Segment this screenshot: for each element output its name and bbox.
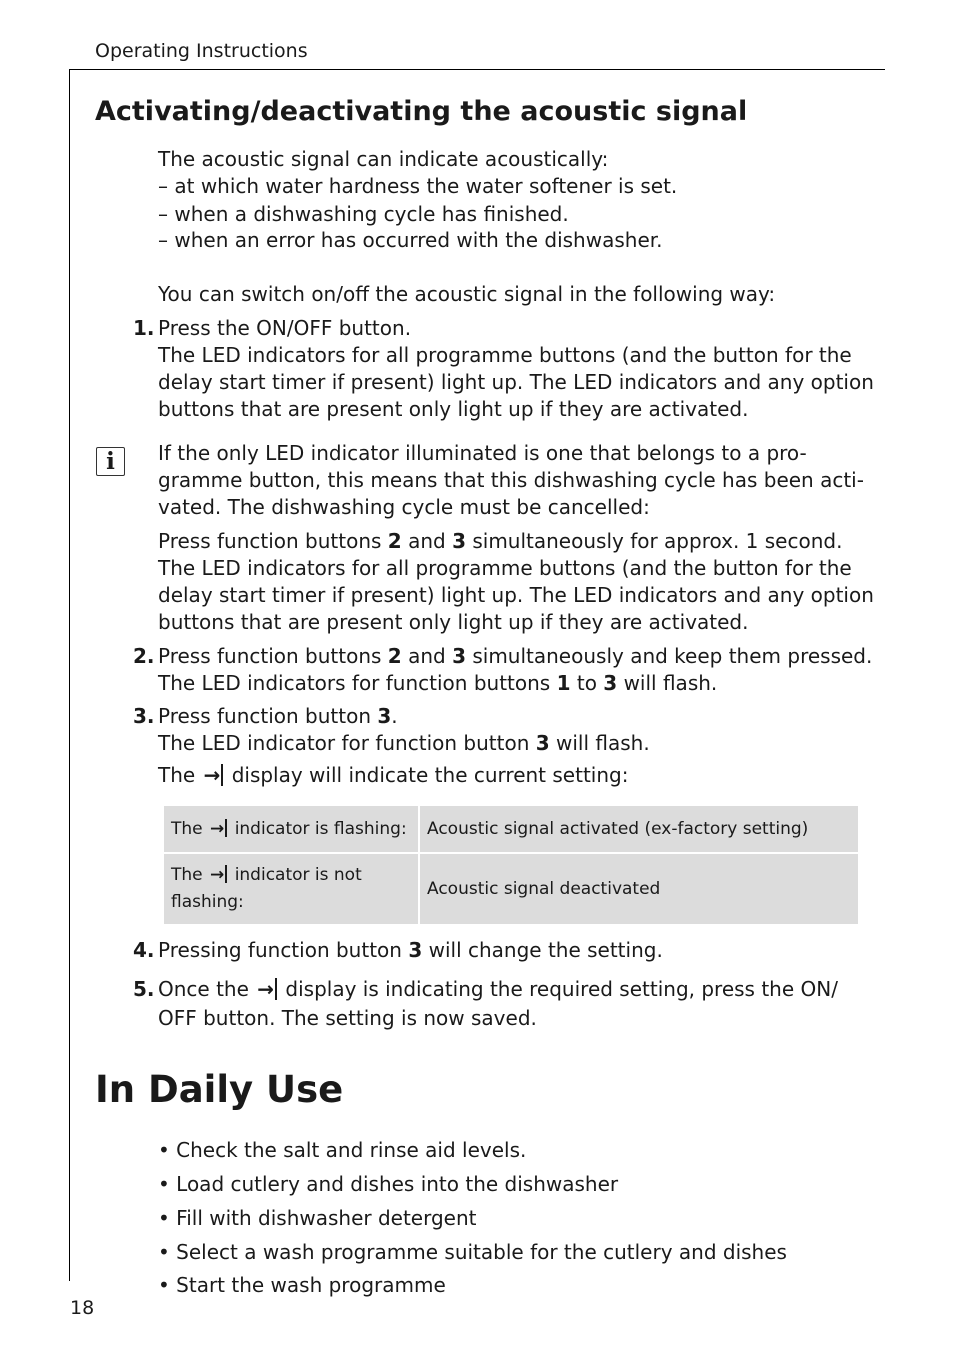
text: indicator is flashing: (234, 818, 407, 839)
text: Once the (158, 977, 249, 1001)
text: indicator is not (234, 865, 362, 885)
table-cell-indicator (164, 806, 418, 852)
info-line: If the only LED indicator illuminated is one that belongs to a pro- (158, 441, 807, 465)
text: Press function buttons (158, 529, 388, 553)
text: will flash. (549, 731, 650, 755)
step3-line (158, 730, 650, 757)
button-number: 3 (408, 938, 423, 962)
step-number: 3. (133, 704, 155, 728)
button-number: 3 (535, 731, 550, 755)
page-number: 18 (70, 1297, 95, 1319)
info-line: gramme button, this means that this dishwashing cycle has been acti- (158, 468, 864, 492)
daily-use-title: In Daily Use (95, 1068, 344, 1111)
info-line: delay start timer if present) light up. The LED indicators and any option (158, 583, 874, 607)
text: and (401, 529, 453, 553)
margin-rule (69, 69, 70, 1281)
arrow-glyph: → (203, 763, 221, 787)
arrow-to-bar-icon (204, 762, 224, 789)
bullet-item: • Fill with dishwasher detergent (158, 1206, 477, 1230)
arrow-to-bar-icon (210, 862, 227, 889)
step2-line (158, 670, 717, 697)
switch-intro: You can switch on/off the acoustic signal in the following way: (158, 282, 776, 306)
text: The (171, 818, 203, 839)
step5-line (158, 976, 838, 1003)
step-number: 5. (133, 977, 155, 1001)
arrow-to-bar-icon (257, 976, 277, 1003)
info-icon: i (96, 447, 125, 476)
bullet-item: • Select a wash programme suitable for the cutlery and dishes (158, 1240, 787, 1264)
text: Press function buttons (158, 644, 388, 668)
header-rule (69, 69, 885, 70)
arrow-glyph: → (210, 865, 225, 885)
arrow-glyph: → (210, 818, 225, 839)
text: to (570, 671, 604, 695)
intro-line: The acoustic signal can indicate acoustically: (158, 147, 609, 171)
text: . (391, 704, 398, 728)
step-number: 1. (133, 316, 155, 340)
step4-line (158, 937, 663, 964)
button-number: 1 (556, 671, 571, 695)
intro-line: – at which water hardness the water softener is set. (158, 174, 678, 198)
step3-line (158, 762, 628, 789)
bullet-item: • Check the salt and rinse aid levels. (158, 1138, 527, 1162)
info-press-line (158, 528, 842, 555)
text: and (401, 644, 453, 668)
step-number: 4. (133, 938, 155, 962)
text: will change the setting. (422, 938, 663, 962)
step-number: 2. (133, 644, 155, 668)
text: display will indicate the current setting: (231, 763, 629, 787)
table-cell-value: Acoustic signal activated (ex-factory setting) (420, 806, 858, 852)
text: The LED indicator for function button (158, 731, 536, 755)
text: simultaneously and keep them pressed. (465, 644, 873, 668)
step1-line: Press the ON/OFF button. (158, 316, 412, 340)
step1-line: The LED indicators for all programme buttons (and the button for the (158, 343, 852, 367)
text: simultaneously for approx. 1 second. (465, 529, 843, 553)
setting-table (164, 806, 858, 926)
info-line: The LED indicators for all programme buttons (and the button for the (158, 556, 852, 580)
text: will flash. (617, 671, 718, 695)
arrow-bar (275, 978, 277, 1000)
table-cell-indicator (164, 854, 418, 924)
text: The (158, 763, 196, 787)
arrow-bar (225, 865, 227, 883)
arrow-glyph: → (257, 977, 275, 1001)
bullet-item: • Load cutlery and dishes into the dishwasher (158, 1172, 619, 1196)
text: Press function button (158, 704, 378, 728)
button-number: 3 (377, 704, 392, 728)
step1-line: buttons that are present only light up if they are activated. (158, 397, 749, 421)
button-number: 3 (452, 644, 466, 668)
button-number: 3 (452, 529, 466, 553)
arrow-bar (221, 764, 223, 786)
button-number: 2 (387, 644, 402, 668)
table-cell-value: Acoustic signal deactivated (420, 854, 858, 924)
info-line: vated. The dishwashing cycle must be cancelled: (158, 495, 650, 519)
step1-line: delay start timer if present) light up. The LED indicators and any option (158, 370, 874, 394)
text: The (171, 865, 203, 885)
text: flashing: (171, 892, 244, 912)
step5-line: OFF button. The setting is now saved. (158, 1006, 537, 1030)
step2-line (158, 643, 872, 670)
intro-line: – when an error has occurred with the dishwasher. (158, 228, 663, 252)
text: Pressing function button (158, 938, 409, 962)
header-title: Operating Instructions (95, 40, 308, 62)
text: display is indicating the required setting, press the ON/ (285, 977, 838, 1001)
bullet-item: • Start the wash programme (158, 1273, 446, 1297)
section-title: Activating/deactivating the acoustic signal (95, 96, 748, 127)
arrow-bar (225, 819, 227, 837)
arrow-to-bar-icon (210, 816, 227, 843)
info-line: buttons that are present only light up if they are activated. (158, 610, 749, 634)
table-row (164, 854, 858, 924)
table-row (164, 806, 858, 852)
step3-line (158, 703, 398, 730)
text: The LED indicators for function buttons (158, 671, 557, 695)
button-number: 3 (603, 671, 618, 695)
intro-line: – when a dishwashing cycle has finished. (158, 202, 569, 226)
button-number: 2 (387, 529, 402, 553)
